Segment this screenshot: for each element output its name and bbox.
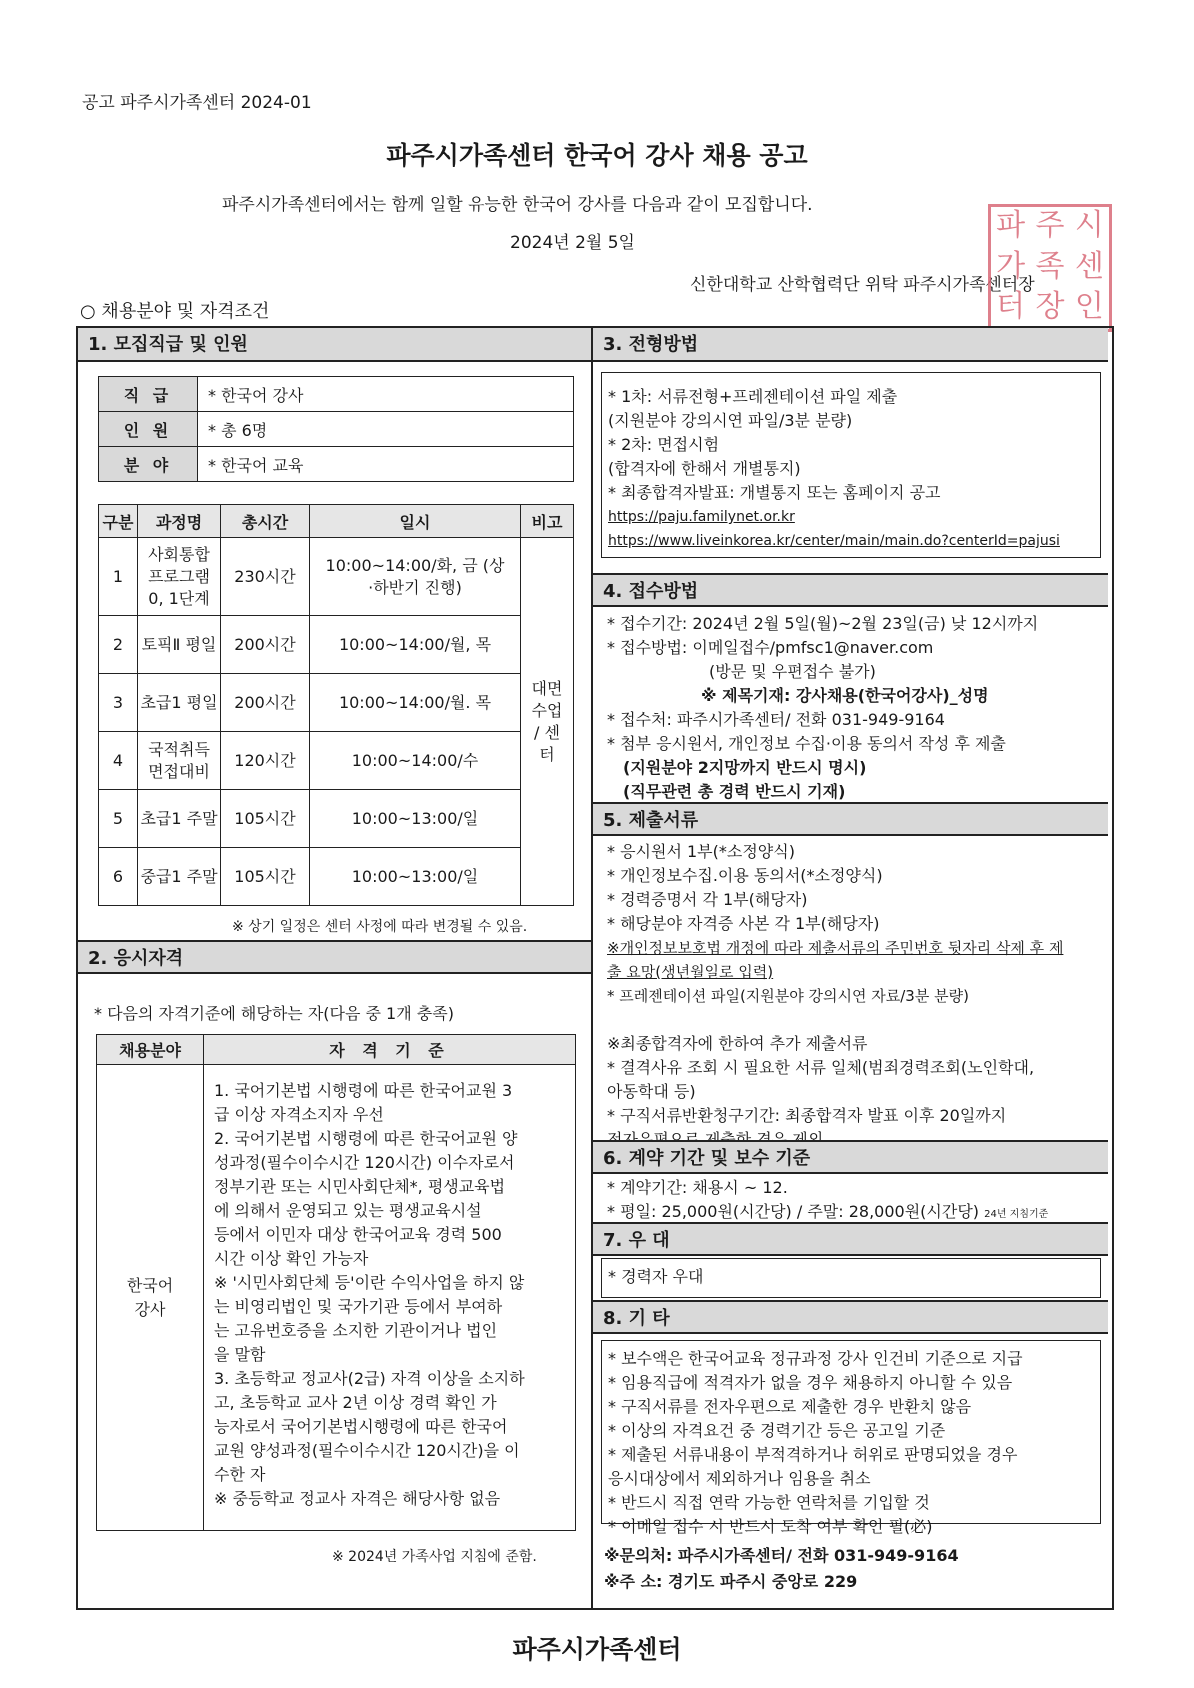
privacy-notice-cont: 출 요망(생년월일로 입력)	[607, 963, 774, 981]
criteria-line: 급 이상 자격소지자 우선	[214, 1105, 384, 1124]
apply-method-note: (방문 및 우편접수 불가)	[709, 662, 876, 681]
notice-number: 공고 파주시가족센터 2024-01	[82, 93, 312, 113]
criteria-line: ※ 중등학교 정교사 자격은 해당사항 없음	[214, 1489, 501, 1508]
criteria-line: 교원 양성과정(필수이수시간 120시간)을 이	[214, 1441, 520, 1460]
apply-period: * 접수기간: 2024년 2월 5일(월)~2월 23일(금) 낮 12시까지	[607, 614, 1039, 633]
section-3-body	[601, 372, 1101, 558]
homepage-link[interactable]: https://paju.familynet.or.kr	[608, 509, 795, 525]
footer-organization: 파주시가족센터	[512, 1635, 682, 1664]
etc-line: * 반드시 직접 연락 가능한 연락처를 기입할 것	[608, 1493, 930, 1512]
cell-hours: 200시간	[221, 616, 310, 674]
contract-line: * 계약기간: 채용시 ~ 12.	[607, 1178, 788, 1197]
cell-hours: 105시간	[221, 848, 310, 906]
privacy-notice: ※개인정보보호법 개정에 따라 제출서류의 주민번호 뒷자리 삭제 후 제	[607, 939, 1064, 957]
etc-line: 응시대상에서 제외하거나 임용을 취소	[608, 1469, 871, 1488]
etc-line: * 구직서류를 전자우편으로 제출한 경우 반환치 않음	[608, 1397, 972, 1416]
qualification-table	[96, 1034, 576, 1531]
section-6-body	[601, 1176, 1107, 1227]
cell-course: 국적취득 면접대비	[138, 732, 221, 790]
table-row	[99, 447, 574, 482]
section-7	[593, 1222, 1108, 1256]
document-line: * 해당분야 자격증 사본 각 1부(해당자)	[607, 914, 880, 933]
cell-no: 4	[99, 732, 138, 790]
table-row	[99, 377, 574, 412]
qualification-lead: * 다음의 자격기준에 해당하는 자(다음 중 1개 충족)	[94, 1004, 454, 1023]
apply-place: * 접수처: 파주시가족센터/ 전화 031-949-9164	[607, 710, 945, 729]
selection-line: * 2차: 면접시험	[608, 435, 720, 454]
etc-line: * 이메일 접수 시 반드시 도착 여부 확인 필(必)	[608, 1517, 933, 1536]
section-4	[593, 573, 1108, 607]
schedule-table	[98, 504, 574, 906]
cell-no: 5	[99, 790, 138, 848]
row-label: 직 급	[99, 377, 198, 412]
intro-text: 파주시가족센터에서는 함께 일할 유능한 한국어 강사를 다음과 같이 모집합니다.	[222, 195, 813, 215]
table-row	[99, 848, 574, 906]
section-8	[593, 1300, 1108, 1334]
section-7-title: 7. 우 대	[593, 1222, 1108, 1256]
document-line: * 구직서류반환청구기간: 최종합격자 발표 이후 20일까지	[607, 1106, 1007, 1125]
row-value: * 총 6명	[198, 412, 574, 447]
section-6-title: 6. 계약 기간 및 보수 기준	[593, 1140, 1108, 1174]
etc-line: * 이상의 자격요건 중 경력기간 등은 공고일 기준	[608, 1421, 946, 1440]
criteria-line: 성과정(필수이수시간 120시간) 이수자로서	[214, 1153, 515, 1172]
row-label: 인 원	[99, 412, 198, 447]
cell-no: 6	[99, 848, 138, 906]
section-4-body	[601, 612, 1107, 804]
seal-glyph: 족	[1035, 248, 1065, 284]
section-2	[78, 940, 591, 974]
col-header: 채용분야	[97, 1035, 204, 1065]
selection-line: (합격자에 한해서 개별통지)	[608, 459, 801, 478]
cell-when: 10:00~13:00/일	[310, 848, 521, 906]
section-5-title: 5. 제출서류	[593, 802, 1108, 836]
section-8-title: 8. 기 타	[593, 1300, 1108, 1334]
table-row	[99, 538, 574, 616]
attachment-rule-2: (직무관련 총 경력 반드시 기재)	[623, 782, 846, 801]
cell-no: 1	[99, 538, 138, 616]
criteria-line: ※ '시민사회단체 등'이란 수익사업을 하지 않	[214, 1273, 525, 1292]
official-seal-stamp	[988, 204, 1112, 332]
liveinkorea-link[interactable]: https://www.liveinkorea.kr/center/main/main.do?centerId=pajusi	[608, 533, 1060, 549]
table-row	[99, 790, 574, 848]
cell-when: 10:00~14:00/화, 금 (상·하반기 진행)	[310, 538, 521, 616]
cell-hours: 105시간	[221, 790, 310, 848]
section-6	[593, 1140, 1108, 1174]
criteria-line: 능자로서 국어기본법시행령에 따른 한국어	[214, 1417, 508, 1436]
section-1	[78, 328, 591, 362]
cell-hours: 200시간	[221, 674, 310, 732]
table-row	[99, 674, 574, 732]
criteria-line: 에 의해서 운영되고 있는 평생교육시설	[214, 1201, 482, 1220]
cell-no: 3	[99, 674, 138, 732]
criteria-line: 2. 국어기본법 시행령에 따른 한국어교원 양	[214, 1129, 518, 1148]
section-1-title: 1. 모집직급 및 인원	[78, 328, 591, 362]
document-line: * 경력증명서 각 1부(해당자)	[607, 890, 808, 909]
criteria-line: 는 고유번호증을 소지한 기관이거나 법인	[214, 1321, 498, 1340]
cell-course: 중급1 주말	[138, 848, 221, 906]
document-line: * 프레젠테이션 파일(지원분야 강의시연 자료/3분 분량)	[607, 987, 969, 1005]
seal-glyph: 시	[1074, 208, 1104, 243]
selection-line: * 최종합격자발표: 개별통지 또는 홈페이지 공고	[608, 483, 941, 502]
seal-glyph: 센	[1074, 248, 1104, 284]
document-line: * 응시원서 1부(*소정양식)	[607, 842, 795, 861]
cell-criteria	[204, 1065, 576, 1531]
preference-line: * 경력자 우대	[608, 1267, 704, 1286]
criteria-line: 등에서 이민자 대상 한국어교육 경력 500	[214, 1225, 502, 1244]
row-value: * 한국어 강사	[198, 377, 574, 412]
document-line: * 결격사유 조회 시 필요한 서류 일체(범죄경력조회(노인학대,	[607, 1058, 1035, 1077]
section-2-title: 2. 응시자격	[78, 940, 591, 974]
etc-line: * 보수액은 한국어교육 정규과정 강사 인건비 기준으로 지급	[608, 1349, 1023, 1368]
attachment-rule-1: (지원분야 2지망까지 반드시 명시)	[623, 758, 867, 777]
cell-when: 10:00~14:00/월. 목	[310, 674, 521, 732]
cell-when: 10:00~13:00/일	[310, 790, 521, 848]
table-row	[99, 616, 574, 674]
cell-course: 토픽Ⅱ 평일	[138, 616, 221, 674]
section-4-title: 4. 접수방법	[593, 573, 1108, 607]
col-header: 자 격 기 준	[204, 1035, 576, 1065]
section-3	[593, 328, 1108, 362]
col-header: 과정명	[138, 505, 221, 538]
seal-glyph: 장	[1035, 289, 1065, 325]
apply-attachments: * 첨부 응시원서, 개인정보 수집·이용 동의서 작성 후 제출	[607, 734, 1006, 753]
etc-line: * 제출된 서류내용이 부적격하거나 허위로 판명되었을 경우	[608, 1445, 1018, 1464]
table-row	[99, 732, 574, 790]
qualification-note: ※ 2024년 가족사업 지침에 준함.	[332, 1549, 537, 1565]
seal-glyph: 주	[1035, 208, 1065, 243]
schedule-header-row	[99, 505, 574, 538]
section-3-title: 3. 전형방법	[593, 328, 1108, 362]
section-label: ○ 채용분야 및 자격조건	[80, 301, 270, 322]
etc-line: * 임용직급에 적격자가 없을 경우 채용하지 아니할 수 있음	[608, 1373, 1013, 1392]
cell-course: 초급1 주말	[138, 790, 221, 848]
cell-hours: 120시간	[221, 732, 310, 790]
issuer: 신한대학교 산학협력단 위탁 파주시가족센터장	[690, 275, 1035, 295]
email-subject-rule: ※ 제목기재: 강사채용(한국어강사)_성명	[701, 686, 989, 705]
col-header: 구분	[99, 505, 138, 538]
col-header: 총시간	[221, 505, 310, 538]
notice-date: 2024년 2월 5일	[510, 233, 635, 253]
criteria-line: 1. 국어기본법 시행령에 따른 한국어교원 3	[214, 1081, 513, 1100]
seal-glyph: 인	[1074, 289, 1104, 325]
table-row	[99, 412, 574, 447]
table-row	[97, 1065, 576, 1531]
criteria-line: 는 비영리법인 및 국가기관 등에서 부여하	[214, 1297, 503, 1316]
apply-method: * 접수방법: 이메일접수/pmfsc1@naver.com	[607, 638, 934, 657]
criteria-line: 시간 이상 확인 가능자	[214, 1249, 369, 1268]
criteria-line: 고, 초등학교 교사 2년 이상 경력 확인 가	[214, 1393, 497, 1412]
row-value: * 한국어 교육	[198, 447, 574, 482]
pay-line: * 평일: 25,000원(시간당) / 주말: 28,000원(시간당)	[607, 1202, 980, 1221]
criteria-line: 정부기관 또는 시민사회단체*, 평생교육법	[214, 1177, 506, 1196]
selection-line: (지원분야 강의시연 파일/3분 분량)	[608, 411, 853, 430]
cell-no: 2	[99, 616, 138, 674]
pay-note: 24년 지침기준	[984, 1209, 1049, 1220]
col-header: 일시	[310, 505, 521, 538]
document-line: * 개인정보수집.이용 동의서(*소정양식)	[607, 866, 883, 885]
schedule-note: ※ 상기 일정은 센터 사정에 따라 변경될 수 있음.	[232, 919, 528, 935]
spacer-line	[607, 1008, 1107, 1032]
cell-course: 초급1 평일	[138, 674, 221, 732]
criteria-line: 3. 초등학교 정교사(2급) 자격 이상을 소지하	[214, 1369, 525, 1388]
cell-when: 10:00~14:00/수	[310, 732, 521, 790]
criteria-line: 수한 자	[214, 1465, 266, 1484]
row-label: 분 야	[99, 447, 198, 482]
page-title: 파주시가족센터 한국어 강사 채용 공고	[386, 141, 808, 170]
address-info: ※주 소: 경기도 파주시 중앙로 229	[604, 1572, 858, 1591]
selection-line: * 1차: 서류전형+프레젠테이션 파일 제출	[608, 387, 898, 406]
position-info-table	[98, 376, 574, 482]
cell-course: 사회통합 프로그램 0, 1단계	[138, 538, 221, 616]
cell-hours: 230시간	[221, 538, 310, 616]
cell-remark: 대면 수업 / 센터	[521, 538, 574, 906]
document-line: ※최종합격자에 한하여 추가 제출서류	[607, 1034, 868, 1053]
cell-field: 한국어 강사	[97, 1065, 204, 1531]
section-5-body	[601, 840, 1107, 1152]
section-7-body	[601, 1258, 1101, 1298]
document-line: 아동학대 등)	[607, 1082, 696, 1101]
seal-glyph: 터	[996, 289, 1026, 325]
seal-glyph: 가	[996, 248, 1026, 284]
col-header: 비고	[521, 505, 574, 538]
contact-info: ※문의처: 파주시가족센터/ 전화 031-949-9164	[604, 1546, 959, 1565]
criteria-line: 을 말함	[214, 1345, 266, 1364]
column-divider	[591, 326, 593, 1608]
seal-glyph: 파	[996, 208, 1026, 243]
qualification-header-row	[97, 1035, 576, 1065]
section-5	[593, 802, 1108, 836]
cell-when: 10:00~14:00/월, 목	[310, 616, 521, 674]
section-8-body	[601, 1340, 1101, 1536]
